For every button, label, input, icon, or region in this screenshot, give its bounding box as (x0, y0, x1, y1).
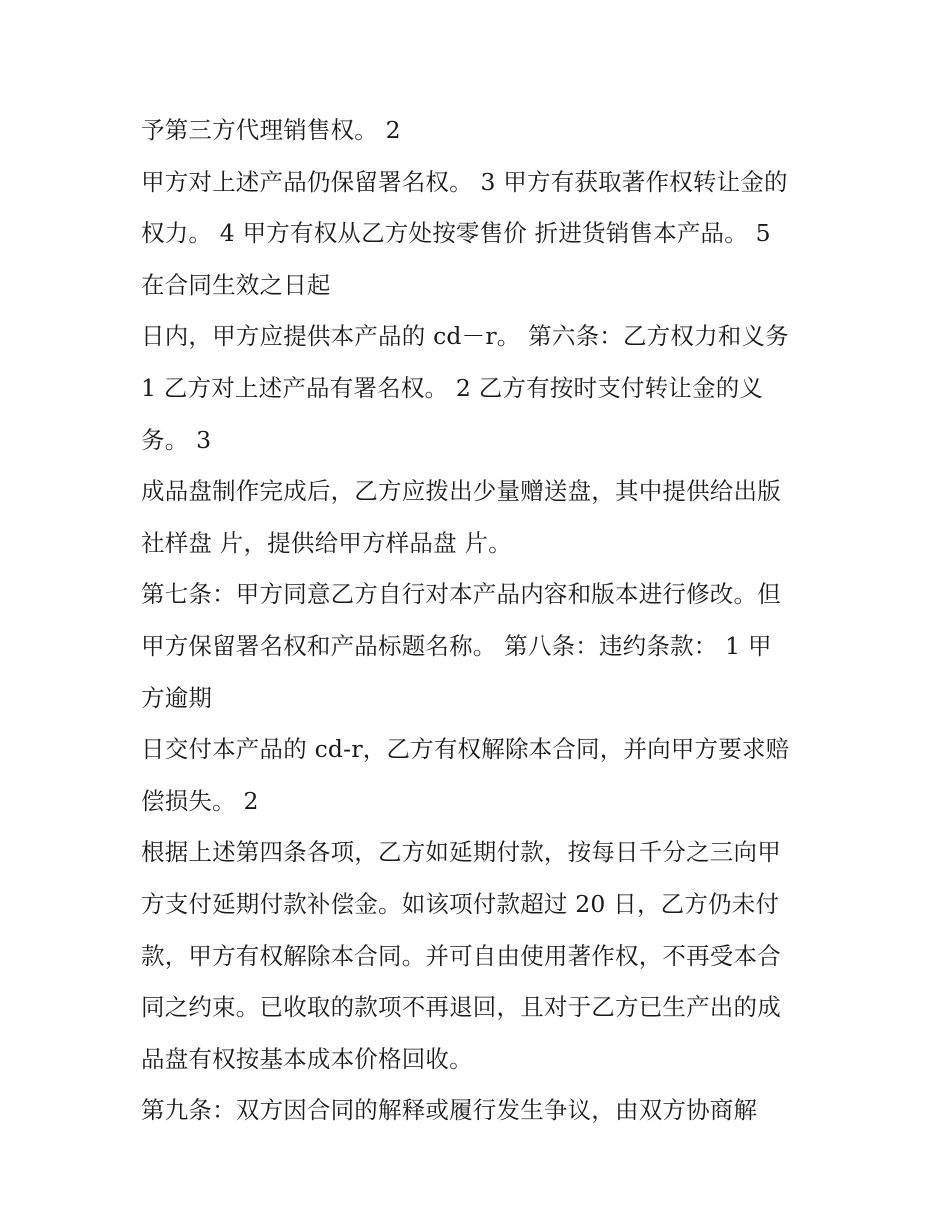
text-line: 第七条：甲方同意乙方自行对本产品内容和版本进行修改。但 (141, 580, 781, 609)
text-line: 社样盘 片，提供给甲方样品盘 片。 (141, 528, 512, 557)
text-line: 甲方保留署名权和产品标题名称。 第八条：违约条款： 1 甲 (141, 631, 772, 660)
text-line: 日内，甲方应提供本产品的 cd－r。 第六条：乙方权力和义务 (141, 322, 789, 351)
text-line: 方支付延期付款补偿金。如该项付款超过 20 日，乙方仍未付 (141, 889, 780, 918)
text-line: 成品盘制作完成后，乙方应拨出少量赠送盘，其中提供给出版 (141, 477, 781, 506)
text-line: 偿损失。 2 (141, 786, 259, 815)
text-line: 务。 3 (141, 425, 212, 454)
text-line: 根据上述第四条各项，乙方如延期付款，按每日千分之三向甲 (141, 838, 781, 867)
text-line: 款，甲方有权解除本合同。并可自由使用著作权，不再受本合 (141, 941, 781, 970)
text-line: 在合同生效之日起 (141, 270, 331, 299)
text-line: 权力。 4 甲方有权从乙方处按零售价 折进货销售本产品。 5 (141, 219, 771, 248)
text-line: 日交付本产品的 cd-r，乙方有权解除本合同，并向甲方要求赔 (141, 735, 790, 764)
text-line: 甲方对上述产品仍保留署名权。 3 甲方有获取著作权转让金的 (141, 167, 788, 196)
text-line: 予第三方代理销售权。 2 (141, 116, 401, 144)
text-line: 1 乙方对上述产品有署名权。 2 乙方有按时支付转让金的义 (141, 373, 764, 402)
text-line: 品盘有权按基本成本价格回收。 (141, 1044, 473, 1073)
document-body (141, 110, 821, 1142)
text-line: 第九条：双方因合同的解释或履行发生争议，由双方协商解 (141, 1096, 758, 1125)
text-line: 同之约束。已收取的款项不再退回，且对于乙方已生产出的成 (141, 993, 781, 1022)
text-line: 方逾期 (141, 683, 213, 712)
